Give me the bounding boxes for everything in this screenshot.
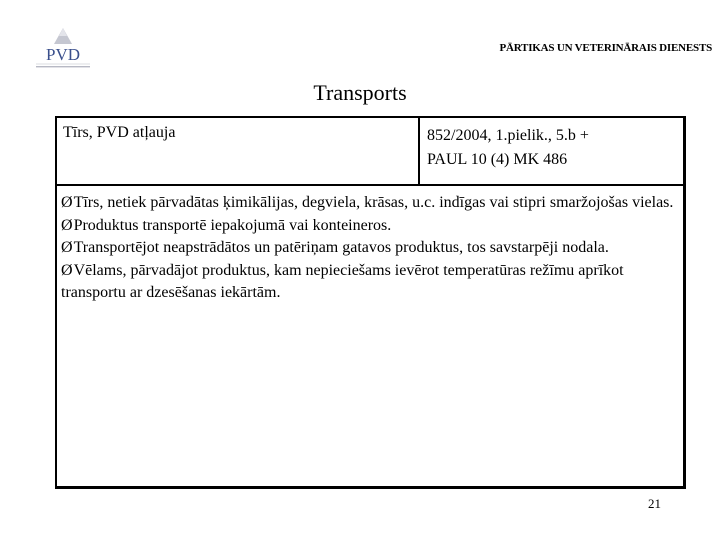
bullet-item bbox=[61, 192, 675, 215]
bullet-item bbox=[61, 260, 675, 305]
regulation-cell bbox=[418, 118, 683, 184]
bullet-text: Transportējot neapstrādātos un patēriņam gatavos produktus, tos savstarpēji nodala. bbox=[73, 239, 609, 256]
page-number: 21 bbox=[648, 496, 661, 511]
content-frame bbox=[55, 116, 686, 489]
organization-name: PĀRTIKAS UN VETERINĀRAIS DIENESTS bbox=[499, 42, 712, 54]
bullet-text: Tīrs, netiek pārvadātas ķimikālijas, degviela, krāsas, u.c. indīgas vai stipri smaržojošas vielas. bbox=[73, 194, 674, 211]
bullet-item bbox=[61, 237, 675, 260]
table-divider bbox=[57, 184, 683, 186]
regulation-line-1: 852/2004, 1.pielik., 5.b + bbox=[427, 127, 589, 144]
bullet-arrow-icon: Ø bbox=[61, 216, 73, 234]
bullet-arrow-icon: Ø bbox=[61, 261, 73, 279]
logo-text: PVD bbox=[45, 45, 81, 64]
bullet-item bbox=[61, 215, 675, 238]
bullet-arrow-icon: Ø bbox=[61, 239, 73, 256]
requirement-cell: Tīrs, PVD atļauja bbox=[63, 124, 176, 141]
bullet-text: Vēlams, pārvadājot produktus, kam nepieciešams ievērot temperatūras režīmu aprīkot transportu ar dzesēšanas iekārtām. bbox=[61, 261, 624, 301]
slide-title: Transports bbox=[313, 80, 407, 105]
regulation-line-2: PAUL 10 (4) MK 486 bbox=[427, 151, 568, 168]
pvd-logo bbox=[30, 26, 96, 74]
bullet-arrow-icon: Ø bbox=[61, 194, 73, 211]
bullet-list bbox=[61, 192, 675, 305]
bullet-text: Produktus transportē iepakojumā vai konteineros. bbox=[73, 216, 392, 234]
